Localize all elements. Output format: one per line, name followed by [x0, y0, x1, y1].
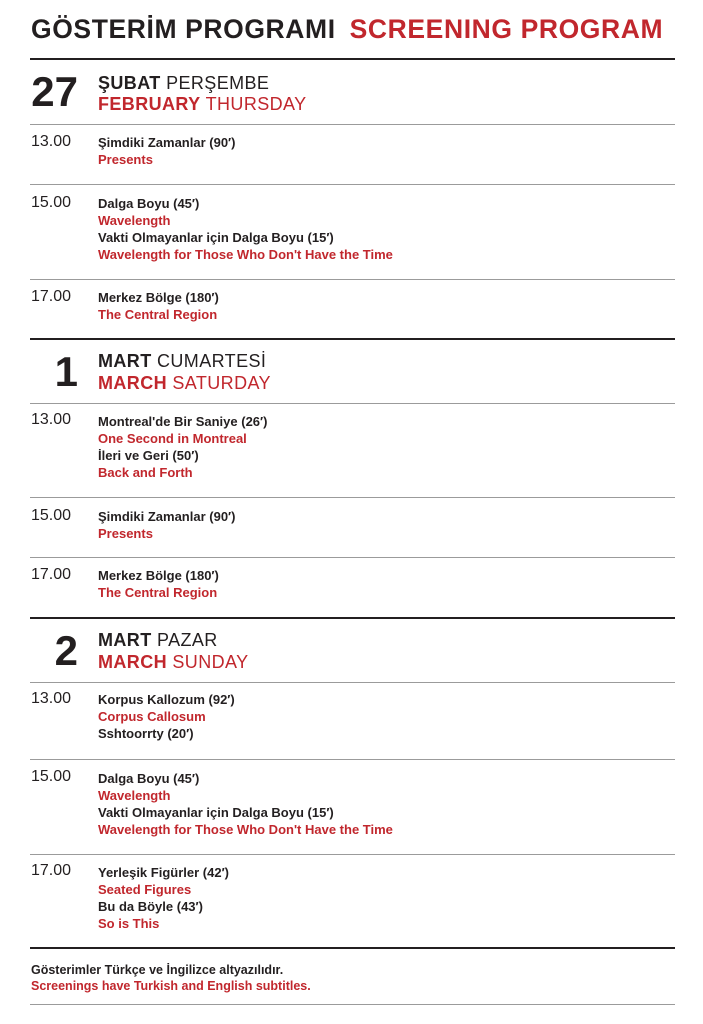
film-title-turkish: Sshtoorrty (20′) [98, 726, 194, 741]
slot-time: 17.00 [31, 566, 72, 583]
month-turkish: ŞUBAT [98, 73, 161, 93]
film-title-turkish: İleri ve Geri (50′) [98, 448, 199, 463]
film-title-turkish: Montreal'de Bir Saniye (26′) [98, 414, 268, 429]
footer-bottom-divider [30, 1004, 675, 1005]
day-date-english [98, 652, 249, 672]
day-date-english [98, 373, 271, 393]
film-title-english: Wavelength for Those Who Don't Have the Time [98, 822, 393, 837]
film-title-english: Presents [98, 152, 153, 167]
film-title-turkish: Merkez Bölge (180′) [98, 290, 219, 305]
film-title-turkish: Şimdiki Zamanlar (90′) [98, 509, 236, 524]
weekday-english: SUNDAY [172, 652, 249, 672]
subtitle-note [31, 962, 311, 994]
film-title-english: Wavelength [98, 788, 171, 803]
day-date-turkish [98, 351, 266, 371]
day-divider [30, 58, 675, 60]
slot-divider [30, 403, 675, 404]
month-english: FEBRUARY [98, 94, 201, 114]
film-title-turkish: Dalga Boyu (45′) [98, 196, 200, 211]
subtitle-note-turkish: Gösterimler Türkçe ve İngilizce altyazılıdır. [31, 963, 284, 977]
slot-divider [30, 279, 675, 280]
film-title-english: Wavelength for Those Who Don't Have the Time [98, 247, 393, 262]
slot-divider [30, 759, 675, 760]
title-turkish: GÖSTERİM PROGRAMI [31, 14, 336, 44]
film-block [98, 567, 219, 601]
day-divider [30, 338, 675, 340]
month-turkish: MART [98, 630, 152, 650]
month-english: MARCH [98, 652, 167, 672]
day-number: 27 [31, 68, 78, 115]
film-title-turkish: Dalga Boyu (45′) [98, 771, 200, 786]
slot-time: 13.00 [31, 133, 72, 150]
weekday-english: THURSDAY [205, 94, 307, 114]
film-title-english: The Central Region [98, 585, 218, 600]
film-title-turkish: Vakti Olmayanlar için Dalga Boyu (15′) [98, 805, 334, 820]
film-title-turkish: Korpus Kallozum (92′) [98, 692, 235, 707]
film-title-turkish: Vakti Olmayanlar için Dalga Boyu (15′) [98, 230, 334, 245]
slot-divider [30, 854, 675, 855]
slot-time: 15.00 [31, 507, 72, 524]
film-block [98, 289, 219, 323]
month-english: MARCH [98, 373, 167, 393]
day-date-turkish [98, 73, 269, 93]
film-title-turkish: Bu da Böyle (43′) [98, 899, 203, 914]
film-block [98, 691, 235, 742]
film-block [98, 134, 236, 168]
film-title-english: Corpus Callosum [98, 709, 206, 724]
page-title [31, 14, 663, 45]
month-turkish: MART [98, 351, 152, 371]
slot-time: 17.00 [31, 862, 72, 879]
slot-divider [30, 124, 675, 125]
slot-time: 13.00 [31, 690, 72, 707]
weekday-turkish: PAZAR [157, 630, 218, 650]
film-title-english: Presents [98, 526, 153, 541]
slot-divider [30, 184, 675, 185]
title-english: SCREENING PROGRAM [349, 14, 664, 44]
film-title-english: Wavelength [98, 213, 171, 228]
slot-divider [30, 497, 675, 498]
film-block [98, 864, 229, 932]
day-date-turkish [98, 630, 218, 650]
weekday-english: SATURDAY [172, 373, 271, 393]
day-divider [30, 617, 675, 619]
film-block [98, 508, 236, 542]
film-title-english: So is This [98, 916, 160, 931]
film-title-english: One Second in Montreal [98, 431, 247, 446]
slot-time: 17.00 [31, 288, 72, 305]
footer-divider [30, 947, 675, 949]
day-number: 2 [54, 627, 78, 674]
film-title-english: Back and Forth [98, 465, 193, 480]
film-block [98, 413, 267, 481]
film-block [98, 195, 393, 263]
slot-divider [30, 682, 675, 683]
subtitle-note-english: Screenings have Turkish and English subtitles. [31, 979, 311, 993]
film-title-turkish: Şimdiki Zamanlar (90′) [98, 135, 236, 150]
film-title-english: The Central Region [98, 307, 218, 322]
slot-time: 13.00 [31, 411, 72, 428]
film-title-turkish: Merkez Bölge (180′) [98, 568, 219, 583]
film-block [98, 770, 393, 838]
film-title-turkish: Yerleşik Figürler (42′) [98, 865, 230, 880]
film-title-english: Seated Figures [98, 882, 192, 897]
weekday-turkish: PERŞEMBE [166, 73, 270, 93]
slot-time: 15.00 [31, 194, 72, 211]
slot-time: 15.00 [31, 768, 72, 785]
slot-divider [30, 557, 675, 558]
day-date-english [98, 94, 307, 114]
day-number: 1 [54, 348, 78, 395]
weekday-turkish: CUMARTESİ [157, 351, 267, 371]
